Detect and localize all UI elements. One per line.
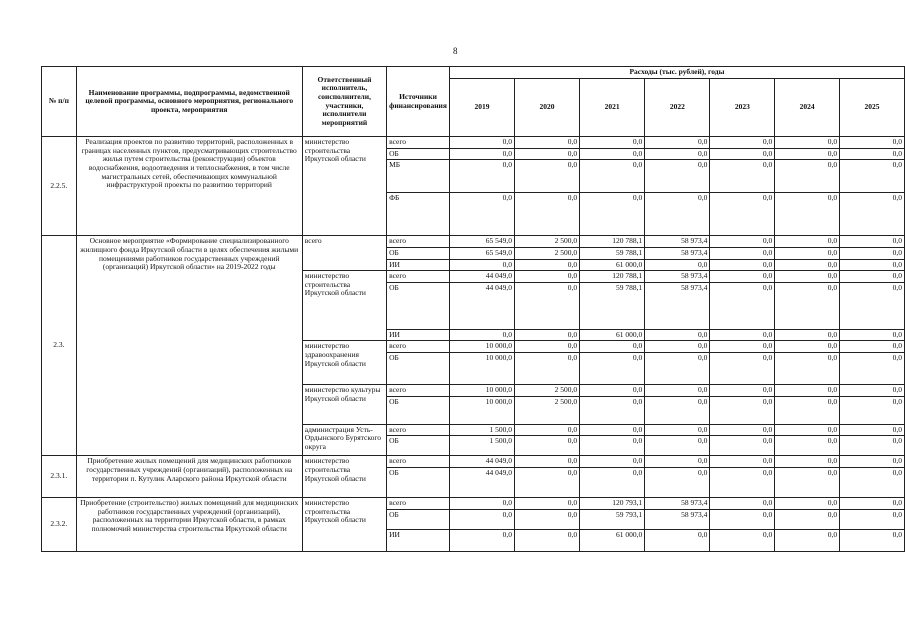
value-cell: 0,0 <box>645 396 710 424</box>
value-cell: 0,0 <box>645 341 710 353</box>
value-cell: 120 793,1 <box>580 497 645 509</box>
value-cell: 0,0 <box>710 160 775 193</box>
source-cell: всего <box>387 341 450 353</box>
source-cell: ИИ <box>387 259 450 271</box>
source-cell: ИИ <box>387 529 450 551</box>
value-cell: 0,0 <box>710 509 775 529</box>
source-cell: всего <box>387 424 450 436</box>
value-cell: 0,0 <box>515 137 580 149</box>
value-cell: 0,0 <box>580 396 645 424</box>
value-cell: 0,0 <box>449 137 514 149</box>
value-cell: 0,0 <box>710 497 775 509</box>
value-cell: 0,0 <box>710 193 775 236</box>
value-cell: 0,0 <box>645 329 710 341</box>
source-cell: МБ <box>387 160 450 193</box>
value-cell: 0,0 <box>710 329 775 341</box>
value-cell: 61 000,0 <box>580 329 645 341</box>
value-cell: 2 500,0 <box>515 236 580 248</box>
value-cell: 0,0 <box>840 282 905 329</box>
value-cell: 59 793,1 <box>580 509 645 529</box>
value-cell: 10 000,0 <box>449 385 514 397</box>
value-cell: 0,0 <box>515 424 580 436</box>
source-cell: всего <box>387 137 450 149</box>
value-cell: 0,0 <box>775 353 840 385</box>
value-cell: 0,0 <box>580 193 645 236</box>
value-cell: 0,0 <box>645 137 710 149</box>
value-cell: 0,0 <box>840 271 905 283</box>
value-cell: 0,0 <box>645 148 710 160</box>
value-cell: 59 788,1 <box>580 247 645 259</box>
value-cell: 44 049,0 <box>449 456 514 468</box>
value-cell: 0,0 <box>515 259 580 271</box>
value-cell: 0,0 <box>840 137 905 149</box>
value-cell: 0,0 <box>775 341 840 353</box>
value-cell: 0,0 <box>775 193 840 236</box>
value-cell: 0,0 <box>840 329 905 341</box>
value-cell: 0,0 <box>840 247 905 259</box>
value-cell: 0,0 <box>840 259 905 271</box>
source-cell: ОБ <box>387 436 450 456</box>
value-cell: 0,0 <box>775 271 840 283</box>
row-executor: министерство строительства Иркутской области <box>302 271 386 341</box>
source-cell: всего <box>387 497 450 509</box>
value-cell: 0,0 <box>710 353 775 385</box>
value-cell: 0,0 <box>645 385 710 397</box>
value-cell: 2 500,0 <box>515 396 580 424</box>
value-cell: 0,0 <box>710 247 775 259</box>
value-cell: 0,0 <box>449 509 514 529</box>
value-cell: 10 000,0 <box>449 396 514 424</box>
header-year: 2020 <box>515 79 580 137</box>
header-year: 2019 <box>449 79 514 137</box>
value-cell: 0,0 <box>515 353 580 385</box>
value-cell: 0,0 <box>645 424 710 436</box>
value-cell: 0,0 <box>580 436 645 456</box>
value-cell: 0,0 <box>775 329 840 341</box>
source-cell: ИИ <box>387 329 450 341</box>
value-cell: 0,0 <box>775 396 840 424</box>
value-cell: 58 973,4 <box>645 247 710 259</box>
value-cell: 0,0 <box>580 137 645 149</box>
value-cell: 1 500,0 <box>449 424 514 436</box>
value-cell: 0,0 <box>775 529 840 551</box>
header-year: 2022 <box>645 79 710 137</box>
row-executor: министерство культуры Иркутской области <box>302 385 386 425</box>
value-cell: 0,0 <box>515 456 580 468</box>
value-cell: 0,0 <box>710 467 775 497</box>
value-cell: 0,0 <box>449 148 514 160</box>
row-number: 2.3. <box>42 236 77 456</box>
row-number: 2.3.1. <box>42 456 77 498</box>
value-cell: 0,0 <box>775 137 840 149</box>
value-cell: 0,0 <box>580 160 645 193</box>
value-cell: 0,0 <box>775 160 840 193</box>
value-cell: 0,0 <box>710 529 775 551</box>
value-cell: 0,0 <box>645 160 710 193</box>
value-cell: 0,0 <box>645 529 710 551</box>
value-cell: 0,0 <box>515 497 580 509</box>
value-cell: 0,0 <box>515 148 580 160</box>
value-cell: 0,0 <box>580 467 645 497</box>
value-cell: 65 549,0 <box>449 236 514 248</box>
row-executor: министерство строительства Иркутской области <box>302 456 386 498</box>
table-row <box>42 137 905 149</box>
value-cell: 0,0 <box>840 424 905 436</box>
value-cell: 0,0 <box>710 259 775 271</box>
value-cell: 0,0 <box>515 282 580 329</box>
value-cell: 0,0 <box>710 456 775 468</box>
header-year: 2021 <box>580 79 645 137</box>
value-cell: 0,0 <box>775 282 840 329</box>
value-cell: 0,0 <box>710 436 775 456</box>
header-num: № п/п <box>42 67 77 137</box>
value-cell: 0,0 <box>710 236 775 248</box>
value-cell: 0,0 <box>580 424 645 436</box>
value-cell: 0,0 <box>515 509 580 529</box>
value-cell: 0,0 <box>710 424 775 436</box>
value-cell: 58 973,4 <box>645 282 710 329</box>
table-body <box>42 137 905 552</box>
value-cell: 0,0 <box>449 160 514 193</box>
row-number: 2.3.2. <box>42 497 77 551</box>
row-executor: всего <box>302 236 386 271</box>
value-cell: 0,0 <box>775 424 840 436</box>
value-cell: 120 788,1 <box>580 271 645 283</box>
value-cell: 0,0 <box>515 529 580 551</box>
value-cell: 58 973,4 <box>645 509 710 529</box>
header-year: 2025 <box>840 79 905 137</box>
row-executor: министерство здравоохранения Иркутской области <box>302 341 386 385</box>
value-cell: 0,0 <box>449 497 514 509</box>
page-number: 8 <box>453 46 458 56</box>
value-cell: 0,0 <box>515 436 580 456</box>
value-cell: 0,0 <box>840 509 905 529</box>
value-cell: 0,0 <box>580 353 645 385</box>
header-year: 2024 <box>775 79 840 137</box>
value-cell: 65 549,0 <box>449 247 514 259</box>
value-cell: 0,0 <box>515 271 580 283</box>
value-cell: 0,0 <box>840 236 905 248</box>
value-cell: 0,0 <box>515 329 580 341</box>
header-executor: Ответственный исполнитель, соисполнители, участники, исполнители мероприятий <box>302 67 386 137</box>
value-cell: 0,0 <box>580 341 645 353</box>
value-cell: 0,0 <box>580 148 645 160</box>
header-name: Наименование программы, подпрограммы, ведомственной целевой программы, основного мероприятия, регионального проекта, мероприятия <box>76 67 302 137</box>
table-row <box>42 456 905 468</box>
value-cell: 0,0 <box>840 436 905 456</box>
value-cell: 0,0 <box>580 385 645 397</box>
source-cell: ОБ <box>387 509 450 529</box>
value-cell: 0,0 <box>840 341 905 353</box>
value-cell: 0,0 <box>449 529 514 551</box>
source-cell: ФБ <box>387 193 450 236</box>
value-cell: 0,0 <box>515 160 580 193</box>
value-cell: 0,0 <box>840 385 905 397</box>
row-executor: администрация Усть-Ордынского Бурятского округа <box>302 424 386 456</box>
value-cell: 0,0 <box>710 385 775 397</box>
value-cell: 0,0 <box>449 193 514 236</box>
source-cell: всего <box>387 271 450 283</box>
row-name: Реализация проектов по развитию территорий, расположенных в границах населенных пунктов, предусматривающих строительство жилья путем строительства (реконструкции) объектов водоснабжения, водоотведения и теплоснабжения, в том числе магистральных сетей, обеспечивающих коммунальной инфраструктурой проекты по развитию территорий <box>76 137 302 236</box>
expenses-table <box>41 66 905 552</box>
value-cell: 0,0 <box>840 396 905 424</box>
value-cell: 0,0 <box>449 259 514 271</box>
value-cell: 0,0 <box>710 396 775 424</box>
value-cell: 58 973,4 <box>645 497 710 509</box>
value-cell: 0,0 <box>515 467 580 497</box>
row-number: 2.2.5. <box>42 137 77 236</box>
value-cell: 120 788,1 <box>580 236 645 248</box>
value-cell: 0,0 <box>775 497 840 509</box>
header-source: Источники финансирования <box>387 67 450 137</box>
value-cell: 10 000,0 <box>449 341 514 353</box>
value-cell: 0,0 <box>645 456 710 468</box>
row-executor: министерство строительства Иркутской области <box>302 497 386 551</box>
value-cell: 0,0 <box>710 148 775 160</box>
value-cell: 2 500,0 <box>515 247 580 259</box>
header-expenses: Расходы (тыс. рублей), годы <box>449 67 904 79</box>
value-cell: 0,0 <box>645 353 710 385</box>
header-year: 2023 <box>710 79 775 137</box>
value-cell: 0,0 <box>515 341 580 353</box>
value-cell: 0,0 <box>515 193 580 236</box>
value-cell: 0,0 <box>840 456 905 468</box>
value-cell: 44 049,0 <box>449 282 514 329</box>
value-cell: 44 049,0 <box>449 467 514 497</box>
value-cell: 0,0 <box>775 456 840 468</box>
source-cell: всего <box>387 456 450 468</box>
value-cell: 0,0 <box>840 467 905 497</box>
value-cell: 0,0 <box>840 160 905 193</box>
value-cell: 0,0 <box>775 236 840 248</box>
value-cell: 0,0 <box>580 456 645 468</box>
value-cell: 0,0 <box>710 271 775 283</box>
source-cell: всего <box>387 236 450 248</box>
value-cell: 0,0 <box>645 436 710 456</box>
value-cell: 61 000,0 <box>580 529 645 551</box>
source-cell: ОБ <box>387 247 450 259</box>
value-cell: 0,0 <box>840 353 905 385</box>
value-cell: 0,0 <box>775 467 840 497</box>
row-name: Приобретение (строительство) жилых помещений для медицинских работников государственных учреждений (организаций), расположенных на территории Иркутской области, в рамках полномочий министерства строительства Иркутской области <box>76 497 302 551</box>
value-cell: 0,0 <box>710 341 775 353</box>
row-name: Основное мероприятие «Формирование специализированного жилищного фонда Иркутской области в целях обеспечения жилыми помещениями работников государственных учреждений (организаций) Иркутской области» на 2019-2022 годы <box>76 236 302 456</box>
value-cell: 0,0 <box>775 385 840 397</box>
value-cell: 0,0 <box>645 193 710 236</box>
value-cell: 0,0 <box>645 467 710 497</box>
value-cell: 10 000,0 <box>449 353 514 385</box>
value-cell: 0,0 <box>775 259 840 271</box>
value-cell: 0,0 <box>449 329 514 341</box>
value-cell: 0,0 <box>840 148 905 160</box>
table-row <box>42 236 905 248</box>
value-cell: 0,0 <box>840 529 905 551</box>
source-cell: ОБ <box>387 282 450 329</box>
value-cell: 0,0 <box>645 259 710 271</box>
value-cell: 0,0 <box>840 497 905 509</box>
source-cell: ОБ <box>387 353 450 385</box>
value-cell: 1 500,0 <box>449 436 514 456</box>
value-cell: 0,0 <box>710 137 775 149</box>
value-cell: 44 049,0 <box>449 271 514 283</box>
value-cell: 0,0 <box>710 282 775 329</box>
row-executor: министерство строительства Иркутской области <box>302 137 386 236</box>
value-cell: 0,0 <box>775 436 840 456</box>
value-cell: 61 000,0 <box>580 259 645 271</box>
value-cell: 0,0 <box>775 148 840 160</box>
value-cell: 0,0 <box>775 509 840 529</box>
source-cell: ОБ <box>387 148 450 160</box>
source-cell: ОБ <box>387 467 450 497</box>
value-cell: 0,0 <box>775 247 840 259</box>
source-cell: всего <box>387 385 450 397</box>
value-cell: 58 973,4 <box>645 271 710 283</box>
value-cell: 58 973,4 <box>645 236 710 248</box>
value-cell: 0,0 <box>840 193 905 236</box>
table-row <box>42 497 905 509</box>
value-cell: 2 500,0 <box>515 385 580 397</box>
value-cell: 59 788,1 <box>580 282 645 329</box>
row-name: Приобретение жилых помещений для медицинских работников государственных учреждений (организаций), расположенных на территории п. Кутулик Аларского района Иркутской области <box>76 456 302 498</box>
source-cell: ОБ <box>387 396 450 424</box>
